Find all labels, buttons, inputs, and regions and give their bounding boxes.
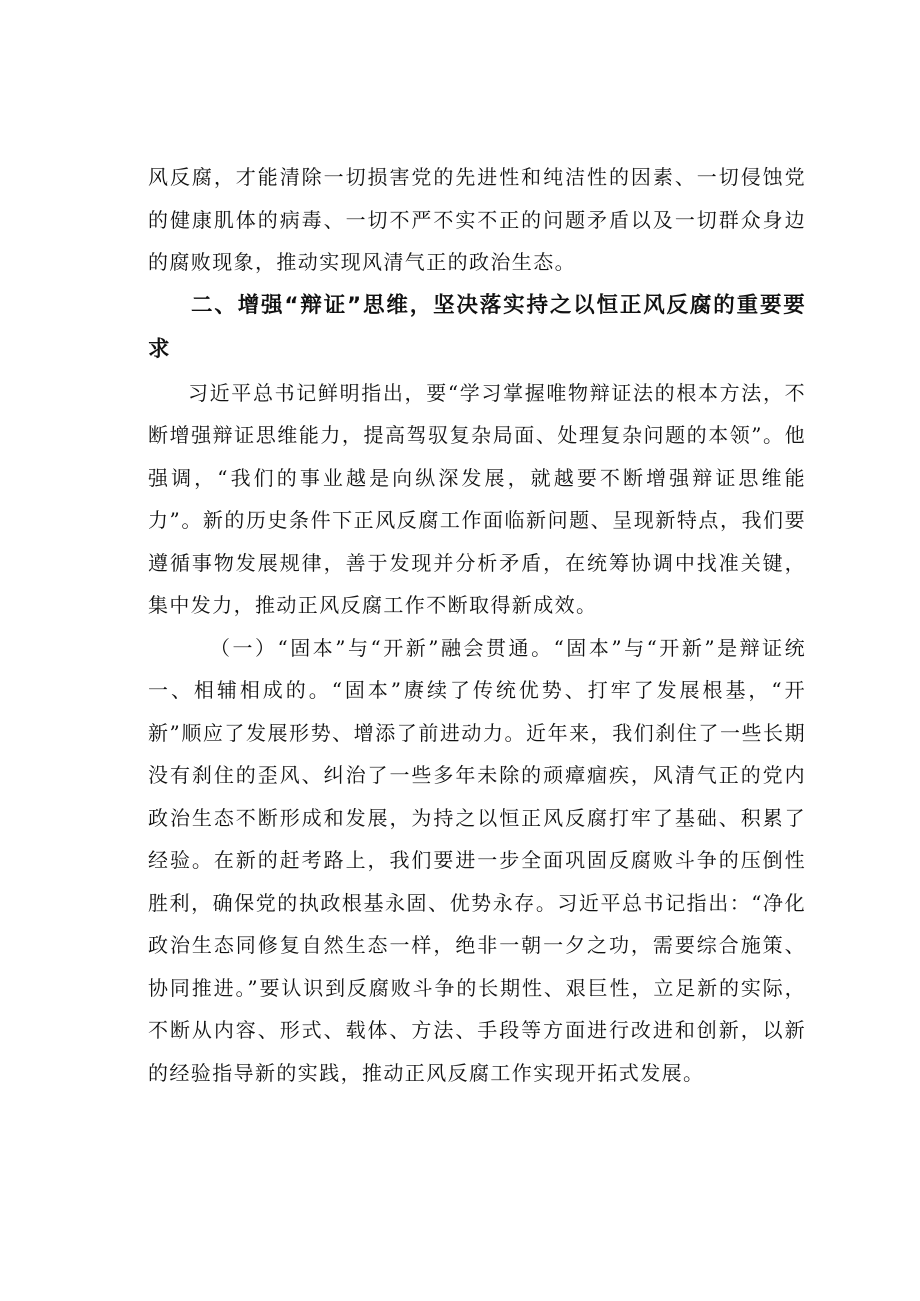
- section-heading: 二、增强“辩证”思维，坚决落实持之以恒正风反腐的重要要求: [148, 292, 806, 362]
- sub-section-paragraph: （一）“固本”与“开新”融会贯通。“固本”与“开新”是辩证统一、相辅相成的。“固本”赓续了传统优势、打牢了发展根基，“开新”顺应了发展形势、增添了前进动力。近年来，我们刹住了一些长期没有刹住的歪风、纠治了一些多年未除的顽瘴痼疾，风清气正的党内政治生态不断形成和发展，为持之以恒正风反腐打牢了基础、积累了经验。在新的赶考路上，我们要进一步全面巩固反腐败斗争的压倒性胜利，确保党的执政根基永固、优势永存。习近平总书记指出：“净化政治生态同修复自然生态一样，绝非一朝一夕之功，需要综合施策、协同推进。”要认识到反腐败斗争的长期性、艰巨性，立足新的实际，不断从内容、形式、载体、方法、手段等方面进行改进和创新，以新的经验指导新的实践，推动正风反腐工作实现开拓式发展。: [148, 635, 806, 1085]
- body-paragraph: 习近平总书记鲜明指出，要“学习掌握唯物辩证法的根本方法，不断增强辩证思维能力，提高驾驭复杂局面、处理复杂问题的本领”。他强调，“我们的事业越是向纵深发展，就越要不断增强辩证思维能力”。新的历史条件下正风反腐工作面临新问题、呈现新特点，我们要遵循事物发展规律，善于发现并分析矛盾，在统筹协调中找准关键，集中发力，推动正风反腐工作不断取得新成效。: [148, 380, 806, 617]
- document-page: [148, 156, 806, 1094]
- body-paragraph-continued: 风反腐，才能清除一切损害党的先进性和纯洁性的因素、一切侵蚀党的健康肌体的病毒、一切不严不实不正的问题矛盾以及一切群众身边的腐败现象，推动实现风清气正的政治生态。: [148, 165, 806, 274]
